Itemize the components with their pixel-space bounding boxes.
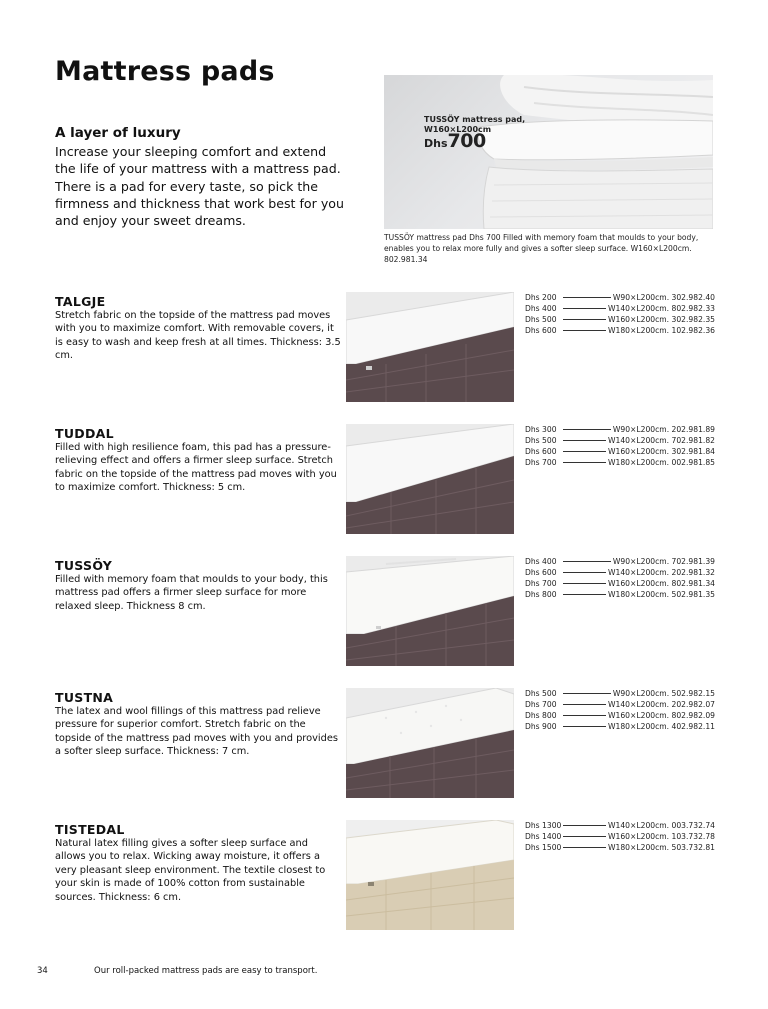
product-image-tuddal — [346, 424, 514, 534]
price-value: Dhs 1300 — [525, 821, 562, 830]
price-value: Dhs 200 — [525, 293, 557, 302]
price-detail: W140×L200cm. 202.982.07 — [608, 700, 715, 709]
price-list — [525, 424, 715, 468]
price-list — [525, 820, 715, 853]
price-value: Dhs 1500 — [525, 843, 562, 852]
hero-price-tag — [424, 115, 525, 150]
price-row — [525, 292, 715, 303]
hero-caption: TUSSÖY mattress pad Dhs 700 Filled with memory foam that moulds to your body, enables you to relax more fully and gives a softer sleep surface. W160×L200cm. 802.981.34 — [384, 233, 699, 264]
price-value: Dhs 500 — [525, 689, 557, 698]
price-detail: W90×L200cm. 202.981.89 — [612, 425, 715, 434]
product-name: TUDDAL — [55, 426, 114, 441]
price-value: Dhs 400 — [525, 304, 557, 313]
price-row — [525, 303, 715, 314]
price-detail: W90×L200cm. 302.982.40 — [612, 293, 715, 302]
hero-tag-name: TUSSÖY mattress pad, — [424, 115, 526, 124]
hero-mattress-illustration — [384, 75, 713, 229]
product-name: TALGJE — [55, 294, 106, 309]
price-value: Dhs 700 — [525, 700, 557, 709]
product-name: TISTEDAL — [55, 822, 125, 837]
price-value: Dhs 700 — [525, 579, 557, 588]
price-row — [525, 314, 715, 325]
price-value: Dhs 300 — [525, 425, 557, 434]
price-row — [525, 710, 715, 721]
price-row — [525, 842, 715, 853]
price-row — [525, 435, 715, 446]
price-detail: W90×L200cm. 502.982.15 — [612, 689, 715, 698]
price-value: Dhs 500 — [525, 315, 557, 324]
price-detail: W180×L200cm. 502.981.35 — [608, 590, 715, 599]
price-row — [525, 578, 715, 589]
price-value: Dhs 500 — [525, 436, 557, 445]
price-row — [525, 424, 715, 435]
price-list — [525, 556, 715, 600]
price-list — [525, 688, 715, 732]
price-value: Dhs 600 — [525, 326, 557, 335]
price-value: Dhs 800 — [525, 711, 557, 720]
price-detail: W90×L200cm. 702.981.39 — [612, 557, 715, 566]
price-detail: W160×L200cm. 302.981.84 — [608, 447, 715, 456]
hero-tag-size: W160×L200cm — [424, 125, 492, 134]
price-detail: W140×L200cm. 702.981.82 — [608, 436, 715, 445]
price-detail: W140×L200cm. 802.982.33 — [608, 304, 715, 313]
product-image-tussoy — [346, 556, 514, 666]
price-detail: W180×L200cm. 102.982.36 — [608, 326, 715, 335]
product-description: The latex and wool fillings of this mattress pad relieve pressure for superior comfort. Stretch fabric on the topside of the mattress pad moves with you and provides a softer sleep surface. Thickness: 7 cm. — [55, 706, 338, 758]
price-value: Dhs 800 — [525, 590, 557, 599]
price-value: Dhs 900 — [525, 722, 557, 731]
product-image-tistedal — [346, 820, 514, 930]
footer-note: Our roll-packed mattress pads are easy to transport. — [94, 966, 318, 976]
price-detail: W160×L200cm. 802.982.09 — [608, 711, 715, 720]
product-image-tustna — [346, 688, 514, 798]
product-name: TUSTNA — [55, 690, 114, 705]
price-value: Dhs 1400 — [525, 832, 562, 841]
hero-tag-currency: Dhs — [424, 137, 448, 150]
price-row — [525, 688, 715, 699]
product-description: Filled with high resilience foam, this pad has a pressure-relieving effect and offers a firmer sleep surface. Stretch fabric on the topside of the mattress pad moves with you to maximize comfort. Thickness: 5 cm. — [55, 442, 337, 494]
price-value: Dhs 700 — [525, 458, 557, 467]
price-row — [525, 325, 715, 336]
price-detail: W140×L200cm. 003.732.74 — [608, 821, 715, 830]
price-detail: W180×L200cm. 402.982.11 — [608, 722, 715, 731]
price-detail: W160×L200cm. 802.981.34 — [608, 579, 715, 588]
price-value: Dhs 600 — [525, 447, 557, 456]
product-name: TUSSÖY — [55, 558, 113, 573]
page-number: 34 — [37, 966, 48, 976]
price-row — [525, 457, 715, 468]
price-detail: W180×L200cm. 002.981.85 — [608, 458, 715, 467]
hero-tag-price: 700 — [447, 130, 486, 152]
price-list — [525, 292, 715, 336]
price-row — [525, 567, 715, 578]
price-value: Dhs 400 — [525, 557, 557, 566]
price-detail: W140×L200cm. 202.981.32 — [608, 568, 715, 577]
intro-heading: A layer of luxury — [55, 125, 181, 141]
price-row — [525, 589, 715, 600]
product-image-talgje — [346, 292, 514, 402]
product-description: Stretch fabric on the topside of the mattress pad moves with you to maximize comfort. With removable covers, it is easy to wash and keep fresh at all times. Thickness: 3.5 cm. — [55, 310, 341, 362]
page-title: Mattress pads — [55, 56, 275, 87]
intro-text: Increase your sleeping comfort and extend the life of your mattress with a mattress pad. There is a pad for every taste, so pick the firmness and thickness that work best for you and enjoy your sweet dreams. — [55, 144, 344, 229]
price-row — [525, 831, 715, 842]
price-row — [525, 820, 715, 831]
price-row — [525, 721, 715, 732]
price-row — [525, 699, 715, 710]
hero-image — [384, 75, 713, 229]
product-description: Filled with memory foam that moulds to your body, this mattress pad offers a firmer sleep surface for more relaxed sleep. Thickness 8 cm. — [55, 574, 328, 612]
price-row — [525, 446, 715, 457]
price-detail: W180×L200cm. 503.732.81 — [608, 843, 715, 852]
price-value: Dhs 600 — [525, 568, 557, 577]
price-detail: W160×L200cm. 302.982.35 — [608, 315, 715, 324]
price-row — [525, 556, 715, 567]
price-detail: W160×L200cm. 103.732.78 — [608, 832, 715, 841]
product-description: Natural latex filling gives a softer sleep surface and allows you to relax. Wicking away moisture, it offers a very pleasant sleep environment. The textile closest to your skin is made of 100% cotton from sustainable sources. Thickness: 6 cm. — [55, 838, 326, 903]
